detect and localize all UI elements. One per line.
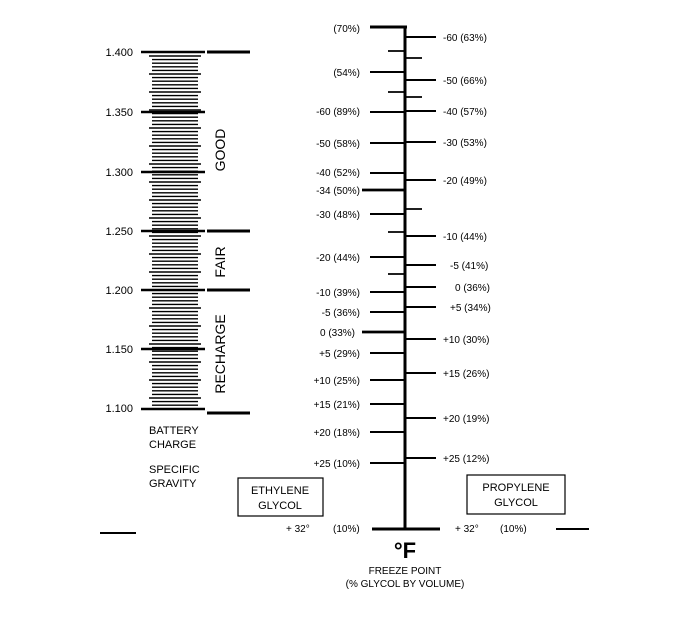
propylene-label: -20 (49%) xyxy=(443,176,487,187)
propylene-bottom-pct: (10%) xyxy=(500,524,527,535)
propylene-label: +5 (34%) xyxy=(450,303,491,314)
propylene-label: +10 (30%) xyxy=(443,335,490,346)
axis-caption-line1: FREEZE POINT xyxy=(368,566,442,577)
ethylene-bottom-pct: (10%) xyxy=(333,524,360,535)
ethylene-label: +25 (10%) xyxy=(313,459,360,470)
band-fair: FAIR xyxy=(212,246,228,278)
propylene-label: 0 (36%) xyxy=(455,283,491,294)
battery-label-1200: 1.200 xyxy=(105,285,133,297)
propylene-label: -5 (41%) xyxy=(450,261,489,272)
battery-scale xyxy=(105,47,250,490)
ethylene-box-line1: ETHYLENE xyxy=(250,485,310,497)
propylene-box xyxy=(467,475,565,514)
propylene-label: +25 (12%) xyxy=(443,454,490,465)
ethylene-label: -50 (58%) xyxy=(316,139,360,150)
propylene-label: +20 (19%) xyxy=(443,414,490,425)
ethylene-label: -20 (44%) xyxy=(316,253,360,264)
axis-caption-line2: (% GLYCOL BY VOLUME) xyxy=(345,579,465,590)
battery-caption-line4: GRAVITY xyxy=(149,478,197,490)
propylene-label: -50 (66%) xyxy=(443,76,487,87)
ethylene-box xyxy=(238,478,323,516)
ethylene-label: (54%) xyxy=(333,68,360,79)
band-recharge: RECHARGE xyxy=(212,314,228,394)
ethylene-label: -40 (52%) xyxy=(316,168,360,179)
ethylene-label: 0 (33%) xyxy=(319,328,355,339)
ethylene-label: +20 (18%) xyxy=(313,428,360,439)
ethylene-label: +15 (21%) xyxy=(313,400,360,411)
ethylene-label: -5 (36%) xyxy=(321,308,360,319)
ethylene-box-line2: GLYCOL xyxy=(258,500,302,512)
propylene-label: -30 (53%) xyxy=(443,138,487,149)
battery-label-1100: 1.100 xyxy=(105,403,133,415)
propylene-label: +15 (26%) xyxy=(443,369,490,380)
battery-label-1250: 1.250 xyxy=(105,226,133,238)
ethylene-label: -10 (39%) xyxy=(316,288,360,299)
propylene-label: -10 (44%) xyxy=(443,232,487,243)
battery-label-1350: 1.350 xyxy=(105,107,133,119)
propylene-label: -60 (63%) xyxy=(443,33,487,44)
propylene-box-line2: GLYCOL xyxy=(494,497,538,509)
battery-label-1300: 1.300 xyxy=(105,167,133,179)
propylene-label: -40 (57%) xyxy=(443,107,487,118)
ethylene-label: +10 (25%) xyxy=(313,376,360,387)
battery-caption-line1: BATTERY xyxy=(149,425,199,437)
ethylene-label: -30 (48%) xyxy=(316,210,360,221)
ethylene-label: -60 (89%) xyxy=(316,107,360,118)
unit-label: °F xyxy=(393,538,417,563)
propylene-bottom-temp: + 32° xyxy=(455,524,479,535)
glycol-scale xyxy=(100,24,589,590)
propylene-box-line1: PROPYLENE xyxy=(482,482,550,494)
ethylene-bottom-temp: + 32° xyxy=(286,524,310,535)
ethylene-label: +5 (29%) xyxy=(319,349,360,360)
ethylene-label: -34 (50%) xyxy=(316,186,360,197)
battery-label-1400: 1.400 xyxy=(105,47,133,59)
band-good: GOOD xyxy=(212,128,228,172)
battery-caption-line3: SPECIFIC xyxy=(149,464,200,476)
ethylene-label: (70%) xyxy=(333,24,360,35)
battery-caption-line2: CHARGE xyxy=(149,439,197,451)
battery-label-1150: 1.150 xyxy=(105,344,133,356)
